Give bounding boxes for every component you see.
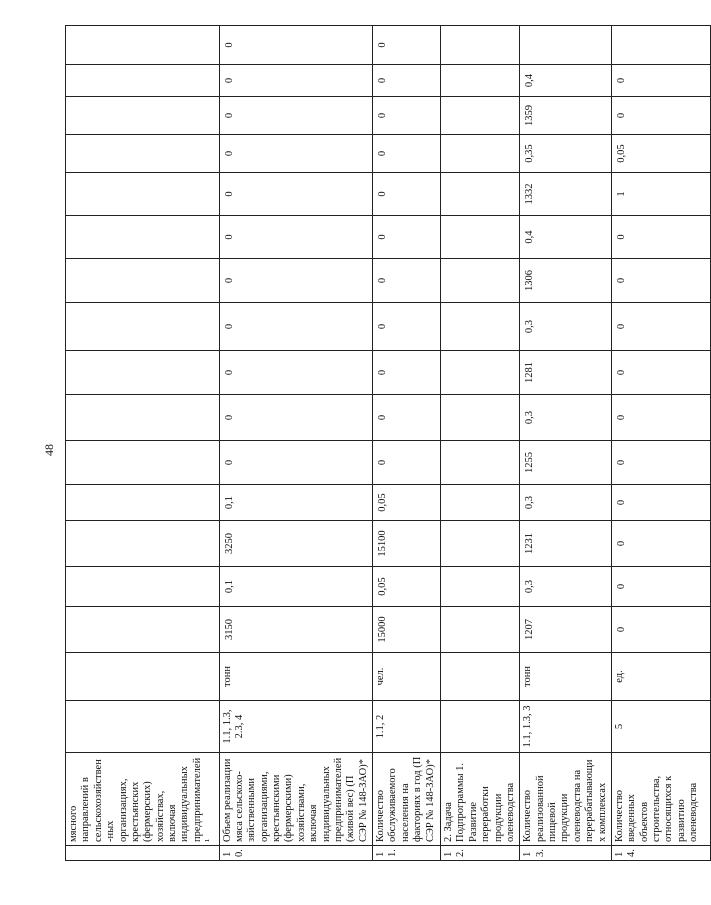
value-cell: 0 <box>219 65 373 97</box>
value-cell: 0,3 <box>520 395 612 441</box>
value-cell: 1281 <box>520 351 612 395</box>
value-cell: 1306 <box>520 259 612 303</box>
page-number: 48 <box>42 444 56 456</box>
value-cell <box>441 521 520 567</box>
unit-cell: тонн <box>219 653 373 701</box>
value-cell: 0 <box>219 441 373 485</box>
reference-cell: 1.1, 1.3, 2.3, 4 <box>219 701 373 753</box>
row-number: 10. <box>219 846 373 861</box>
unit-cell: ед. <box>611 653 710 701</box>
value-cell: 0 <box>611 97 710 135</box>
value-cell: 0 <box>373 216 441 259</box>
indicator-name: Количество реализованной пищевой продукции оленеводства на перерабатывающих комплексах <box>520 753 612 846</box>
row-number: 12. <box>441 846 520 861</box>
value-cell: 15000 <box>373 607 441 653</box>
table-row <box>441 26 520 861</box>
value-cell: 0 <box>219 173 373 216</box>
value-cell <box>66 173 220 216</box>
reference-cell: 1.1, 1.3, 3 <box>520 701 612 753</box>
value-cell <box>441 607 520 653</box>
value-cell: 0 <box>219 97 373 135</box>
value-cell <box>441 26 520 65</box>
value-cell: 0,35 <box>520 135 612 173</box>
value-cell <box>441 97 520 135</box>
value-cell <box>441 485 520 521</box>
value-cell <box>520 26 612 65</box>
indicator-name: Количество введенных объектов строительства, относящихся к развитию оленеводства <box>611 753 710 846</box>
value-cell: 0 <box>219 303 373 351</box>
value-cell: 15100 <box>373 521 441 567</box>
value-cell <box>66 567 220 607</box>
value-cell: 0,3 <box>520 567 612 607</box>
value-cell <box>611 26 710 65</box>
value-cell: 3250 <box>219 521 373 567</box>
value-cell: 0,3 <box>520 485 612 521</box>
value-cell: 1231 <box>520 521 612 567</box>
table-row <box>611 26 710 861</box>
indicator-name: 2. Задача Подпрограммы 1. Развитие переработки продукции оленеводства <box>441 753 520 846</box>
value-cell: 0 <box>611 395 710 441</box>
value-cell: 0 <box>219 26 373 65</box>
value-cell: 0 <box>611 303 710 351</box>
value-cell <box>441 303 520 351</box>
value-cell: 0,1 <box>219 485 373 521</box>
value-cell <box>66 303 220 351</box>
value-cell: 1359 <box>520 97 612 135</box>
value-cell <box>66 259 220 303</box>
value-cell <box>66 97 220 135</box>
table-row <box>66 26 220 861</box>
indicator-name: Количество обслуживаемого населения на факториях в год (П СЭР № 148-ЗАО)* <box>373 753 441 846</box>
unit-cell: чел. <box>373 653 441 701</box>
reference-cell <box>66 701 220 753</box>
value-cell: 0 <box>611 607 710 653</box>
unit-cell: тонн <box>520 653 612 701</box>
value-cell: 0 <box>611 259 710 303</box>
value-cell <box>66 26 220 65</box>
value-cell: 0 <box>219 259 373 303</box>
reference-cell: 5 <box>611 701 710 753</box>
value-cell: 1332 <box>520 173 612 216</box>
table-row <box>219 26 373 861</box>
value-cell <box>441 173 520 216</box>
value-cell: 0 <box>611 65 710 97</box>
value-cell: 0 <box>373 135 441 173</box>
value-cell: 0 <box>373 65 441 97</box>
value-cell <box>66 441 220 485</box>
row-number: 11. <box>373 846 441 861</box>
value-cell: 0,05 <box>611 135 710 173</box>
row-number: 14. <box>611 846 710 861</box>
value-cell: 0 <box>373 395 441 441</box>
value-cell: 0,4 <box>520 65 612 97</box>
reference-cell: 1.1, 2 <box>373 701 441 753</box>
value-cell: 0 <box>219 395 373 441</box>
row-number: 13. <box>520 846 612 861</box>
value-cell <box>66 607 220 653</box>
value-cell <box>66 351 220 395</box>
value-cell: 0 <box>611 351 710 395</box>
value-cell <box>66 65 220 97</box>
rotated-table-wrapper <box>65 26 700 861</box>
table-row <box>520 26 612 861</box>
value-cell: 3150 <box>219 607 373 653</box>
value-cell <box>441 567 520 607</box>
unit-cell <box>66 653 220 701</box>
value-cell: 0 <box>219 135 373 173</box>
value-cell: 0 <box>611 567 710 607</box>
value-cell: 0 <box>611 521 710 567</box>
value-cell <box>441 216 520 259</box>
value-cell <box>441 351 520 395</box>
value-cell: 0 <box>373 259 441 303</box>
value-cell <box>441 441 520 485</box>
indicator-name: Объем реализации мяса сельскохо-зяйственными организациями, крестьянскими (фермерскими) хозяйствами, включая индивидуальных предпринимателей (живой вес) (П СЭР № 148-ЗАО)* <box>219 753 373 846</box>
value-cell: 0,1 <box>219 567 373 607</box>
value-cell <box>441 135 520 173</box>
value-cell: 0,3 <box>520 303 612 351</box>
table-row <box>373 26 441 861</box>
value-cell: 0 <box>611 485 710 521</box>
value-cell: 0,05 <box>373 485 441 521</box>
value-cell <box>66 485 220 521</box>
value-cell: 0 <box>219 216 373 259</box>
indicator-name: мясного направлений в сельскохозяйствен-ных организациях, крестьянских (фермерских) хозяйствах, включая индивидуальных предпринимателей¹ <box>66 753 220 846</box>
row-number <box>66 846 220 861</box>
indicators-table <box>65 25 711 861</box>
value-cell: 0 <box>373 97 441 135</box>
value-cell: 0 <box>373 303 441 351</box>
value-cell: 0 <box>219 351 373 395</box>
value-cell <box>66 135 220 173</box>
value-cell <box>441 395 520 441</box>
value-cell <box>66 216 220 259</box>
value-cell: 0 <box>373 351 441 395</box>
value-cell <box>441 65 520 97</box>
value-cell: 0 <box>373 26 441 65</box>
value-cell: 1255 <box>520 441 612 485</box>
value-cell: 1207 <box>520 607 612 653</box>
value-cell: 0 <box>373 173 441 216</box>
value-cell: 1 <box>611 173 710 216</box>
unit-cell <box>441 653 520 701</box>
value-cell: 0,05 <box>373 567 441 607</box>
value-cell <box>66 521 220 567</box>
value-cell: 0 <box>611 441 710 485</box>
value-cell: 0 <box>611 216 710 259</box>
reference-cell <box>441 701 520 753</box>
value-cell <box>441 259 520 303</box>
value-cell <box>66 395 220 441</box>
value-cell: 0,4 <box>520 216 612 259</box>
value-cell: 0 <box>373 441 441 485</box>
